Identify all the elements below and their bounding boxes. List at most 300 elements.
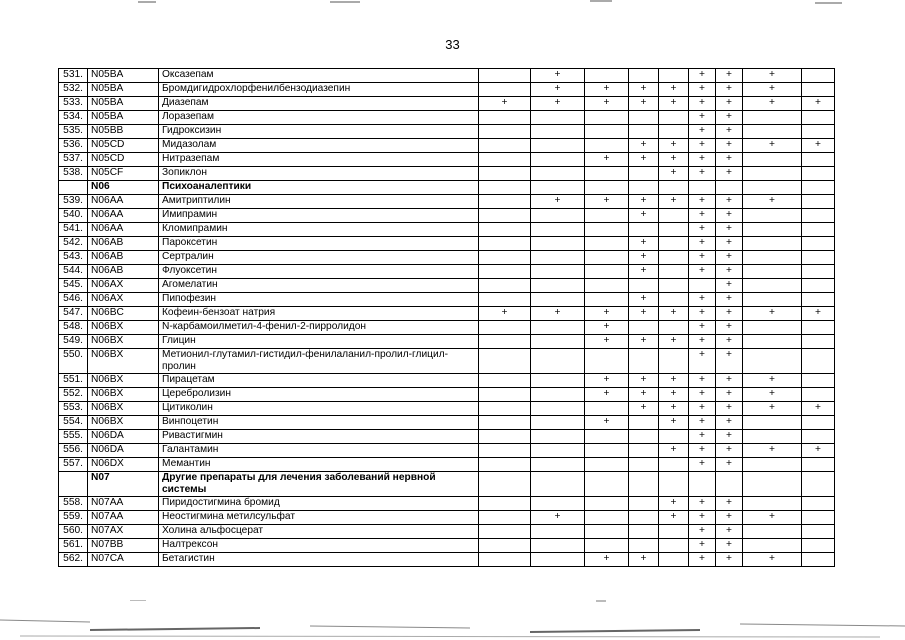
availability-mark [743, 430, 802, 444]
availability-mark [479, 167, 531, 181]
row-number: 543. [59, 251, 88, 265]
availability-mark [802, 511, 835, 525]
drug-name: Галантамин [159, 444, 479, 458]
section-row [59, 472, 835, 497]
availability-mark [479, 69, 531, 83]
availability-mark [689, 181, 716, 195]
availability-mark: + [629, 209, 659, 223]
availability-mark: + [629, 553, 659, 567]
availability-mark [629, 167, 659, 181]
availability-mark [659, 321, 689, 335]
availability-mark: + [659, 97, 689, 111]
table-row [59, 402, 835, 416]
availability-mark: + [689, 209, 716, 223]
availability-mark: + [585, 321, 629, 335]
drug-name: Метионил-глутамил-гистидил-фенилаланил-пролил-глицил-пролин [159, 349, 479, 374]
availability-mark: + [743, 139, 802, 153]
availability-mark: + [689, 430, 716, 444]
availability-mark [479, 195, 531, 209]
availability-mark: + [585, 388, 629, 402]
availability-mark [659, 237, 689, 251]
availability-mark [585, 181, 629, 195]
availability-mark: + [716, 511, 743, 525]
availability-mark: + [716, 349, 743, 374]
availability-mark: + [585, 307, 629, 321]
row-number: 547. [59, 307, 88, 321]
availability-mark [531, 416, 585, 430]
row-number [59, 181, 88, 195]
row-number: 557. [59, 458, 88, 472]
availability-mark [802, 553, 835, 567]
row-number: 540. [59, 209, 88, 223]
availability-mark [659, 430, 689, 444]
availability-mark [802, 237, 835, 251]
availability-mark [802, 497, 835, 511]
drug-name: Пиридостигмина бромид [159, 497, 479, 511]
availability-mark [531, 209, 585, 223]
availability-mark [531, 458, 585, 472]
availability-mark [531, 181, 585, 195]
availability-mark [629, 125, 659, 139]
drug-name: Нитразепам [159, 153, 479, 167]
availability-mark [479, 321, 531, 335]
availability-mark [479, 349, 531, 374]
availability-mark [629, 111, 659, 125]
drug-name: Пирацетам [159, 374, 479, 388]
availability-mark: + [659, 335, 689, 349]
drug-name: Цитиколин [159, 402, 479, 416]
availability-mark [659, 111, 689, 125]
availability-mark: + [585, 83, 629, 97]
availability-mark: + [531, 83, 585, 97]
availability-mark: + [716, 388, 743, 402]
availability-mark [585, 402, 629, 416]
availability-mark [531, 223, 585, 237]
availability-mark: + [659, 416, 689, 430]
atc-code: N06BX [88, 416, 159, 430]
availability-mark [659, 125, 689, 139]
availability-mark: + [659, 307, 689, 321]
atc-code: N06AA [88, 223, 159, 237]
availability-mark: + [629, 237, 659, 251]
atc-code: N05BA [88, 111, 159, 125]
availability-mark: + [802, 402, 835, 416]
availability-mark [743, 181, 802, 195]
availability-mark [629, 430, 659, 444]
availability-mark: + [689, 139, 716, 153]
availability-mark [743, 321, 802, 335]
atc-code: N06AB [88, 251, 159, 265]
availability-mark [585, 69, 629, 83]
availability-mark [479, 458, 531, 472]
availability-mark [479, 472, 531, 497]
availability-mark [629, 69, 659, 83]
availability-mark [629, 497, 659, 511]
table-row [59, 251, 835, 265]
atc-code: N06AB [88, 265, 159, 279]
availability-mark [531, 139, 585, 153]
availability-mark: + [689, 223, 716, 237]
row-number: 554. [59, 416, 88, 430]
availability-mark [743, 167, 802, 181]
availability-mark: + [659, 402, 689, 416]
availability-mark: + [585, 374, 629, 388]
atc-code: N06BX [88, 349, 159, 374]
availability-mark [479, 402, 531, 416]
row-number: 558. [59, 497, 88, 511]
table-row [59, 525, 835, 539]
availability-mark: + [629, 153, 659, 167]
atc-code: N06AX [88, 293, 159, 307]
row-number: 550. [59, 349, 88, 374]
availability-mark [585, 444, 629, 458]
table-row [59, 293, 835, 307]
availability-mark [531, 335, 585, 349]
availability-mark: + [716, 111, 743, 125]
table-row [59, 97, 835, 111]
availability-mark [585, 125, 629, 139]
table-row [59, 209, 835, 223]
table-row [59, 265, 835, 279]
section-row [59, 181, 835, 195]
atc-code: N06BX [88, 402, 159, 416]
availability-mark: + [689, 97, 716, 111]
availability-mark [802, 153, 835, 167]
availability-mark: + [531, 307, 585, 321]
atc-code: N06BC [88, 307, 159, 321]
availability-mark [743, 265, 802, 279]
availability-mark [479, 251, 531, 265]
table-row [59, 430, 835, 444]
availability-mark [716, 472, 743, 497]
availability-mark: + [743, 374, 802, 388]
row-number [59, 472, 88, 497]
table-row [59, 497, 835, 511]
atc-code: N05BB [88, 125, 159, 139]
availability-mark [479, 539, 531, 553]
availability-mark: + [716, 139, 743, 153]
availability-mark: + [716, 97, 743, 111]
availability-mark: + [659, 388, 689, 402]
atc-code: N07AA [88, 497, 159, 511]
availability-mark: + [689, 388, 716, 402]
availability-mark [479, 388, 531, 402]
availability-mark: + [585, 153, 629, 167]
availability-mark [659, 539, 689, 553]
availability-mark [629, 223, 659, 237]
table-row [59, 83, 835, 97]
availability-mark: + [716, 293, 743, 307]
row-number: 552. [59, 388, 88, 402]
availability-mark: + [689, 265, 716, 279]
availability-mark: + [689, 307, 716, 321]
table-row [59, 458, 835, 472]
availability-mark [743, 497, 802, 511]
drug-name: Агомелатин [159, 279, 479, 293]
availability-mark [479, 111, 531, 125]
drug-name: Другие препараты для лечения заболеваний нервной системы [159, 472, 479, 497]
row-number: 539. [59, 195, 88, 209]
drug-name: N-карбамоилметил-4-фенил-2-пирролидон [159, 321, 479, 335]
availability-mark [629, 539, 659, 553]
availability-mark [531, 374, 585, 388]
availability-mark [802, 374, 835, 388]
table-row [59, 388, 835, 402]
availability-mark: + [716, 251, 743, 265]
availability-mark [716, 181, 743, 195]
availability-mark: + [716, 402, 743, 416]
availability-mark: + [802, 139, 835, 153]
availability-mark [802, 83, 835, 97]
availability-mark: + [743, 402, 802, 416]
availability-mark: + [585, 97, 629, 111]
availability-mark [585, 223, 629, 237]
availability-mark [479, 553, 531, 567]
availability-mark: + [659, 139, 689, 153]
atc-code: N07BB [88, 539, 159, 553]
drug-name: Сертралин [159, 251, 479, 265]
availability-mark: + [802, 444, 835, 458]
drug-name: Оксазепам [159, 69, 479, 83]
availability-mark: + [716, 307, 743, 321]
availability-mark: + [689, 497, 716, 511]
availability-mark: + [716, 195, 743, 209]
availability-mark [802, 525, 835, 539]
atc-code: N06AX [88, 279, 159, 293]
drug-name: Психоаналептики [159, 181, 479, 195]
table-row [59, 444, 835, 458]
drug-name: Мемантин [159, 458, 479, 472]
availability-mark [479, 430, 531, 444]
atc-code: N06DA [88, 430, 159, 444]
availability-mark [743, 458, 802, 472]
availability-mark [531, 349, 585, 374]
drug-name: Холина альфосцерат [159, 525, 479, 539]
availability-mark: + [716, 553, 743, 567]
availability-mark: + [716, 153, 743, 167]
availability-mark: + [716, 167, 743, 181]
availability-mark [479, 209, 531, 223]
drug-name: Пипофезин [159, 293, 479, 307]
availability-mark [479, 153, 531, 167]
availability-mark: + [716, 497, 743, 511]
availability-mark: + [585, 553, 629, 567]
availability-mark: + [629, 195, 659, 209]
availability-mark [659, 293, 689, 307]
atc-code: N05CF [88, 167, 159, 181]
table-row [59, 125, 835, 139]
drug-name: Бромдигидрохлорфенилбензодиазепин [159, 83, 479, 97]
availability-mark: + [716, 525, 743, 539]
availability-mark [531, 153, 585, 167]
row-number: 562. [59, 553, 88, 567]
availability-mark [629, 279, 659, 293]
availability-mark [531, 293, 585, 307]
availability-mark: + [659, 511, 689, 525]
availability-mark [585, 430, 629, 444]
atc-code: N05CD [88, 153, 159, 167]
availability-mark [479, 139, 531, 153]
row-number: 555. [59, 430, 88, 444]
availability-mark: + [689, 83, 716, 97]
availability-mark: + [689, 321, 716, 335]
availability-mark [585, 458, 629, 472]
table-row [59, 279, 835, 293]
row-number: 556. [59, 444, 88, 458]
availability-mark [802, 293, 835, 307]
availability-mark: + [659, 195, 689, 209]
availability-mark [585, 111, 629, 125]
availability-mark: + [743, 83, 802, 97]
drug-name: Церебролизин [159, 388, 479, 402]
availability-mark: + [716, 374, 743, 388]
availability-mark [802, 539, 835, 553]
availability-mark [531, 430, 585, 444]
availability-mark [585, 511, 629, 525]
table-row [59, 374, 835, 388]
drug-name: Неостигмина метилсульфат [159, 511, 479, 525]
availability-mark: + [743, 553, 802, 567]
availability-mark [479, 223, 531, 237]
availability-mark [531, 237, 585, 251]
availability-mark [479, 444, 531, 458]
availability-mark [743, 251, 802, 265]
availability-mark [659, 279, 689, 293]
availability-mark: + [689, 458, 716, 472]
availability-mark [743, 209, 802, 223]
availability-mark [585, 472, 629, 497]
availability-mark [802, 125, 835, 139]
row-number: 546. [59, 293, 88, 307]
availability-mark [531, 472, 585, 497]
table-row [59, 195, 835, 209]
drug-name: Пароксетин [159, 237, 479, 251]
availability-mark: + [689, 553, 716, 567]
drug-name: Винпоцетин [159, 416, 479, 430]
availability-mark [585, 237, 629, 251]
atc-code: N07AX [88, 525, 159, 539]
availability-mark: + [659, 444, 689, 458]
atc-code: N06BX [88, 388, 159, 402]
availability-mark: + [716, 458, 743, 472]
table-row [59, 69, 835, 83]
drug-name: Гидроксизин [159, 125, 479, 139]
availability-mark [802, 335, 835, 349]
availability-mark [585, 349, 629, 374]
availability-mark [531, 553, 585, 567]
drug-name: Зопиклон [159, 167, 479, 181]
availability-mark [531, 388, 585, 402]
availability-mark: + [689, 293, 716, 307]
availability-mark: + [689, 69, 716, 83]
availability-mark: + [716, 69, 743, 83]
availability-mark: + [716, 265, 743, 279]
availability-mark [479, 525, 531, 539]
availability-mark [531, 321, 585, 335]
table-row [59, 539, 835, 553]
availability-mark [802, 111, 835, 125]
availability-mark [743, 223, 802, 237]
atc-code: N05BA [88, 69, 159, 83]
availability-mark: + [659, 374, 689, 388]
availability-mark [802, 167, 835, 181]
row-number: 534. [59, 111, 88, 125]
table-row [59, 223, 835, 237]
availability-mark: + [716, 209, 743, 223]
availability-mark: + [585, 416, 629, 430]
availability-mark: + [716, 223, 743, 237]
row-number: 545. [59, 279, 88, 293]
availability-mark [802, 279, 835, 293]
drug-name: Мидазолам [159, 139, 479, 153]
availability-mark [802, 181, 835, 195]
atc-code: N06AB [88, 237, 159, 251]
table-body [59, 69, 835, 567]
atc-code: N06BX [88, 374, 159, 388]
availability-mark: + [479, 307, 531, 321]
availability-mark [659, 525, 689, 539]
drug-name: Флуоксетин [159, 265, 479, 279]
availability-mark [629, 525, 659, 539]
availability-mark: + [802, 97, 835, 111]
availability-mark [479, 335, 531, 349]
table-row [59, 416, 835, 430]
availability-mark [659, 349, 689, 374]
availability-mark [743, 349, 802, 374]
availability-mark: + [716, 444, 743, 458]
availability-mark [585, 265, 629, 279]
availability-mark [802, 195, 835, 209]
row-number: 533. [59, 97, 88, 111]
availability-mark: + [585, 195, 629, 209]
availability-mark: + [743, 444, 802, 458]
availability-mark: + [629, 293, 659, 307]
row-number: 532. [59, 83, 88, 97]
row-number: 561. [59, 539, 88, 553]
availability-mark [659, 458, 689, 472]
table-row [59, 511, 835, 525]
availability-mark [802, 223, 835, 237]
availability-mark [479, 265, 531, 279]
atc-code: N06DX [88, 458, 159, 472]
availability-mark [479, 279, 531, 293]
atc-code: N07 [88, 472, 159, 497]
availability-mark: + [689, 125, 716, 139]
availability-mark [585, 539, 629, 553]
table-row [59, 167, 835, 181]
availability-mark [531, 251, 585, 265]
availability-mark: + [659, 167, 689, 181]
availability-mark [659, 69, 689, 83]
availability-mark: + [689, 335, 716, 349]
availability-mark [659, 223, 689, 237]
availability-mark: + [743, 195, 802, 209]
row-number: 535. [59, 125, 88, 139]
atc-code: N05BA [88, 97, 159, 111]
availability-mark [802, 388, 835, 402]
availability-mark: + [659, 83, 689, 97]
availability-mark: + [689, 167, 716, 181]
availability-mark: + [629, 307, 659, 321]
availability-mark: + [743, 307, 802, 321]
availability-mark [743, 293, 802, 307]
atc-code: N06 [88, 181, 159, 195]
availability-mark: + [689, 195, 716, 209]
table-row [59, 237, 835, 251]
availability-mark [531, 279, 585, 293]
availability-mark: + [629, 374, 659, 388]
page-number: 33 [445, 37, 460, 52]
